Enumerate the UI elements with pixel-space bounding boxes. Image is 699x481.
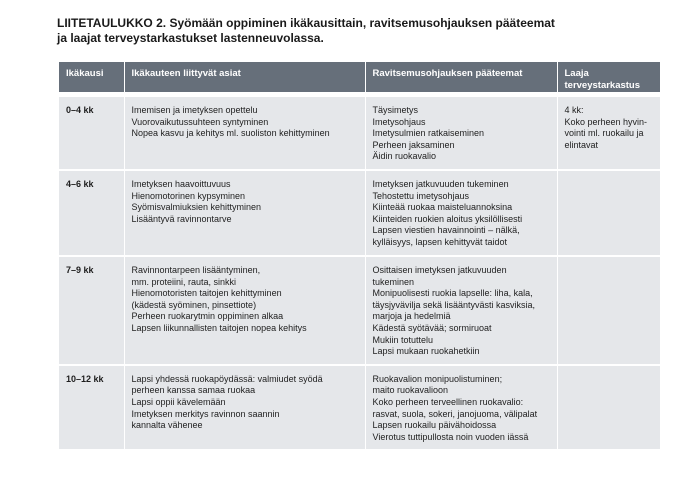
nutrition-cell <box>365 170 557 256</box>
cell-line: elintavat <box>564 139 599 150</box>
cell-line: Syömisvalmiuksien kehittyminen <box>131 202 262 213</box>
nutrition-cell <box>365 256 557 365</box>
cell-line: perheen kanssa samaa ruokaa <box>131 385 256 396</box>
cell-line: Nopea kasvu ja kehitys ml. suoliston kehittyminen <box>131 128 330 139</box>
table-title-line-1: LIITETAULUKKO 2. Syömään oppiminen ikäkausittain, ravitsemusohjauksen pääteemat <box>57 16 555 30</box>
cell-line: Lapsi mukaan ruokahetkiin <box>372 346 480 357</box>
checkup-cell <box>557 95 660 170</box>
cell-line: 4 kk: <box>564 105 584 115</box>
cell-line: Imetysulmien ratkaiseminen <box>372 128 485 139</box>
nutrition-cell <box>365 95 557 170</box>
cell-line: Koko perheen terveellinen ruokavalio: <box>372 396 524 407</box>
cell-line: Lapsi oppii kävelemään <box>131 396 226 407</box>
cell-line: vointi ml. ruokailu ja <box>564 128 644 139</box>
table-header-row <box>59 62 660 95</box>
cell-line: Monipuolisesti ruokia lapselle: liha, kala, <box>372 288 533 299</box>
checkup-cell <box>557 365 660 450</box>
cell-line: Osittaisen imetyksen jatkuvuuden <box>372 264 507 275</box>
cell-line: Perheen jaksaminen <box>372 139 455 150</box>
header-checkup <box>557 62 660 95</box>
header-checkup-line-2: terveystarkastus <box>564 80 641 91</box>
table-row <box>59 256 660 365</box>
cell-line: Ravinnontarpeen lisääntyminen, <box>131 264 261 275</box>
cell-line: rasvat, suola, sokeri, janojuoma, välipalat <box>372 408 538 419</box>
cell-line: Täysimetys <box>372 105 419 115</box>
cell-line: mm. proteiini, rauta, sinkki <box>131 276 237 287</box>
table-row <box>59 95 660 170</box>
header-age: Ikäkausi <box>59 62 124 95</box>
header-checkup-line-1: Laaja <box>564 68 589 79</box>
cell-line: Imetysohjaus <box>372 116 426 127</box>
cell-line: Kiinteiden ruokien aloitus yksilöllisesti <box>372 213 523 224</box>
header-development: Ikäkauteen liittyvät asiat <box>124 62 365 95</box>
cell-line: kannalta vähenee <box>131 420 203 431</box>
age-cell: 0–4 kk <box>59 95 124 170</box>
table-title-line-2: ja laajat terveystarkastukset lastenneuvolassa. <box>57 31 324 45</box>
cell-line: Imetyksen haavoittuvuus <box>131 178 231 189</box>
cell-line: täysjyvävilja sekä lisääntyvästi kasviksia, <box>372 299 536 310</box>
cell-line: Lapsi yhdessä ruokapöydässä: valmiudet syödä <box>131 373 323 384</box>
header-nutrition: Ravitsemusohjauksen pääteemat <box>365 62 557 95</box>
nutrition-guidance-table <box>59 62 660 449</box>
table-title <box>57 16 657 46</box>
cell-line: Lapsen liikunnallisten taitojen nopea kehitys <box>131 322 307 333</box>
cell-line: Mukiin totuttelu <box>372 334 434 345</box>
development-cell <box>124 170 365 256</box>
cell-line: Imetyksen jatkuvuuden tukeminen <box>372 178 509 189</box>
cell-line: Hienomotorinen kypsyminen <box>131 190 246 201</box>
cell-line: Imetyksen merkitys ravinnon saannin <box>131 408 280 419</box>
cell-line: (kädestä syöminen, pinsettiote) <box>131 299 257 310</box>
nutrition-cell <box>365 365 557 450</box>
cell-line: Tehostettu imetysohjaus <box>372 190 470 201</box>
development-cell <box>124 95 365 170</box>
development-cell <box>124 365 365 450</box>
cell-line: Koko perheen hyvin- <box>564 116 648 127</box>
cell-line: Hienomotoristen taitojen kehittyminen <box>131 288 282 299</box>
development-cell <box>124 256 365 365</box>
age-cell: 7–9 kk <box>59 256 124 365</box>
cell-line: Kiinteää ruokaa maisteluannoksina <box>372 202 513 213</box>
cell-line: kylläisyys, lapsen kehittyvät taidot <box>372 236 508 247</box>
cell-line: Lapsen viestien havainnointi – nälkä, <box>372 225 520 236</box>
cell-line: Ruokavalion monipuolistuminen; <box>372 373 503 384</box>
table-row <box>59 365 660 450</box>
table-row <box>59 170 660 256</box>
cell-line: Perheen ruokarytmin oppiminen alkaa <box>131 311 284 322</box>
cell-line: Vuorovaikutussuhteen syntyminen <box>131 116 269 127</box>
cell-line: maito ruokavalioon <box>372 385 449 396</box>
cell-line: marjoja ja hedelmiä <box>372 311 451 322</box>
cell-line: Lisääntyvä ravinnontarve <box>131 213 232 224</box>
checkup-cell <box>557 256 660 365</box>
cell-line: tukeminen <box>372 276 415 287</box>
age-cell: 10–12 kk <box>59 365 124 450</box>
cell-line: Kädestä syötävää; sormiruoat <box>372 322 492 333</box>
checkup-cell <box>557 170 660 256</box>
cell-line: Vierotus tuttipullosta noin vuoden iässä <box>372 431 529 442</box>
cell-line: Lapsen ruokailu päivähoidossa <box>372 420 497 431</box>
age-cell: 4–6 kk <box>59 170 124 256</box>
cell-line: Imemisen ja imetyksen opettelu <box>131 105 258 115</box>
cell-line: Äidin ruokavalio <box>372 151 437 162</box>
